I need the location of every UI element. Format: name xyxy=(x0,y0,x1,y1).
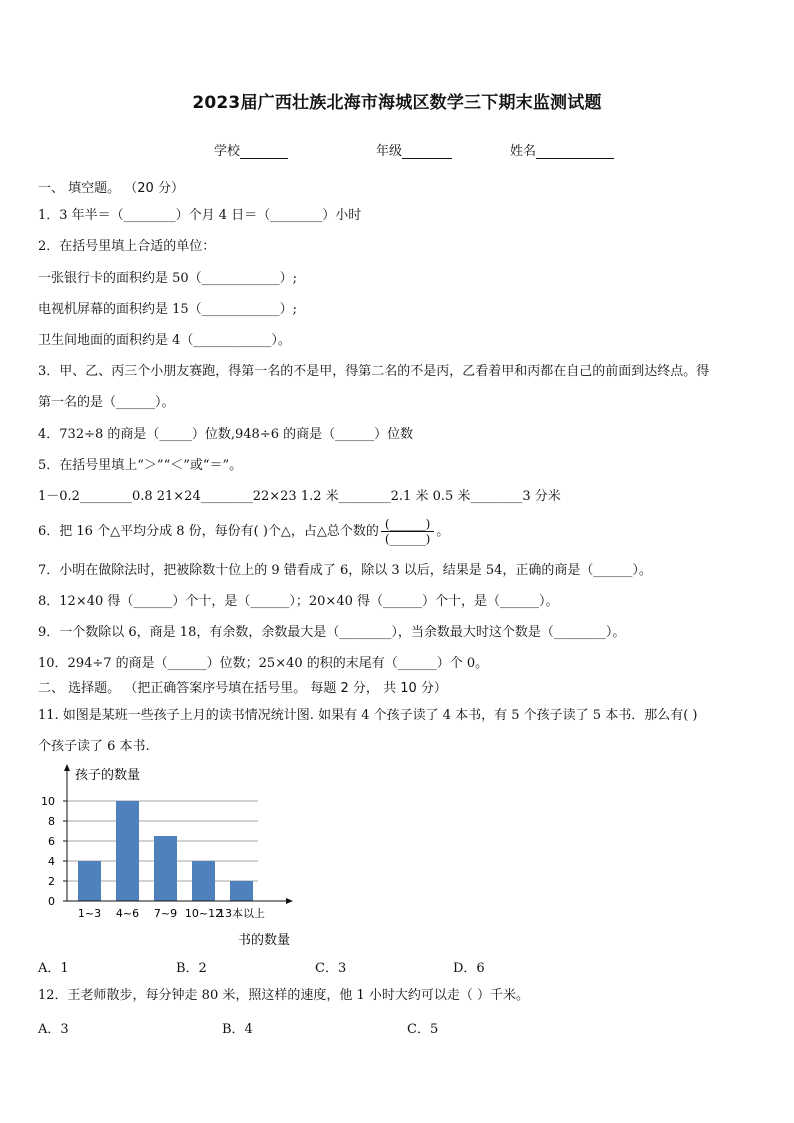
bar-1 xyxy=(116,801,139,901)
fraction xyxy=(381,517,434,546)
y-axis-label: 孩子的数量 xyxy=(75,768,141,783)
x-axis-label: 书的数量 xyxy=(238,933,291,948)
page-title: 2023届广西壮族北海市海城区数学三下期末监测试题 xyxy=(192,93,602,113)
question-3-line2: 第一名的是（______）。 xyxy=(38,395,175,410)
question-12: 12．王老师散步，每分钟走 80 米，照这样的速度，他 1 小时大约可以走（ ）千米。 xyxy=(38,988,530,1003)
grade-field[interactable] xyxy=(376,140,452,159)
chart-y-ticks xyxy=(41,795,67,908)
school-label: 学校 xyxy=(214,144,241,159)
question-5-comparisons: 1－0.2________0.8 21×24________22×23 1.2 米________2.1 米 0.5 米________3 分米 xyxy=(38,489,561,504)
grade-blank[interactable] xyxy=(402,144,452,159)
x-tick-label: 7~9 xyxy=(153,907,178,920)
reading-bar-chart xyxy=(30,760,330,955)
chart-bars xyxy=(78,801,253,901)
bar-0 xyxy=(78,861,101,901)
option-a[interactable]: A．3 xyxy=(38,1022,69,1037)
school-field[interactable] xyxy=(214,140,288,159)
question-6-end: 。 xyxy=(436,524,450,539)
question-6 xyxy=(38,517,764,547)
x-tick-label: 1~3 xyxy=(77,907,102,920)
school-blank[interactable] xyxy=(240,144,288,159)
question-6-text: 6．把 16 个△平均分成 8 份，每份有( )个△，占△总个数的 xyxy=(38,524,379,539)
y-tick-label: 6 xyxy=(48,835,55,848)
question-7: 7．小明在做除法时，把被除数十位上的 9 错看成了 6，除以 3 以后，结果是 54，正确的商是（______）。 xyxy=(38,563,652,578)
x-axis-arrow xyxy=(286,898,293,904)
y-tick-label: 2 xyxy=(48,875,55,888)
option-b[interactable]: B．2 xyxy=(176,961,207,976)
fraction-denominator: (______) xyxy=(384,532,431,546)
option-c[interactable]: C．3 xyxy=(315,961,347,976)
grade-label: 年级 xyxy=(376,144,403,159)
y-axis-arrow xyxy=(64,764,70,771)
question-11-line1: 11. 如图是某班一些孩子上月的读书情况统计图. 如果有 4 个孩子读了 4 本书，有 5 个孩子读了 5 本书．那么有( ) xyxy=(38,708,698,723)
y-tick-label: 10 xyxy=(41,795,55,808)
bar-4 xyxy=(230,881,253,901)
x-tick-label: 4~6 xyxy=(115,907,140,920)
bar-2 xyxy=(154,836,177,901)
question-2b: 电视机屏幕的面积约是 15（____________）; xyxy=(38,302,298,317)
name-label: 姓名 xyxy=(510,144,537,159)
option-d[interactable]: D．6 xyxy=(453,961,485,976)
y-tick-label: 4 xyxy=(48,855,55,868)
option-c[interactable]: C．5 xyxy=(407,1022,439,1037)
section-multiple-choice: 二、 选择题。 （把正确答案序号填在括号里。 每题 2 分， 共 10 分） xyxy=(38,681,447,696)
question-2: 2．在括号里填上合适的单位： xyxy=(38,239,216,254)
y-tick-label: 8 xyxy=(48,815,55,828)
x-tick-label: 13本以上 xyxy=(218,907,265,920)
question-4: 4．732÷8 的商是（_____）位数,948÷6 的商是（______）位数 xyxy=(38,427,414,442)
option-b[interactable]: B．4 xyxy=(222,1022,253,1037)
chart-x-ticks xyxy=(78,906,265,920)
question-10: 10．294÷7 的商是（______）位数；25×40 的积的末尾有（______）个 0。 xyxy=(38,656,489,671)
question-3-line1: 3．甲、乙、丙三个小朋友赛跑，得第一名的不是甲，得第二名的不是丙，乙看着甲和丙都在自己的前面到达终点。得 xyxy=(38,364,710,379)
question-11-line2: 个孩子读了 6 本书. xyxy=(38,739,150,754)
question-5: 5．在括号里填上“＞”“＜”或“＝”。 xyxy=(38,458,243,473)
name-blank[interactable] xyxy=(536,144,614,159)
question-1: 1．3 年半＝（________）个月 4 日＝（________）小时 xyxy=(38,208,362,223)
option-a[interactable]: A．1 xyxy=(38,961,69,976)
name-field[interactable] xyxy=(510,140,614,159)
question-9: 9．一个数除以 6，商是 18，有余数，余数最大是（________），当余数最大时这个数是（________）。 xyxy=(38,625,626,640)
student-info-row xyxy=(0,140,794,160)
fraction-numerator: (______) xyxy=(381,517,434,532)
question-8: 8．12×40 得（______）个十，是（______）；20×40 得（______）个十，是（______）。 xyxy=(38,594,559,609)
x-tick-label: 10~12 xyxy=(184,907,223,920)
bar-3 xyxy=(192,861,215,901)
section-fill-in: 一、 填空题。 （20 分） xyxy=(38,181,184,196)
question-2c: 卫生间地面的面积约是 4（____________）。 xyxy=(38,333,291,348)
y-tick-label: 0 xyxy=(48,895,55,908)
question-2a: 一张银行卡的面积约是 50（____________）; xyxy=(38,271,298,286)
